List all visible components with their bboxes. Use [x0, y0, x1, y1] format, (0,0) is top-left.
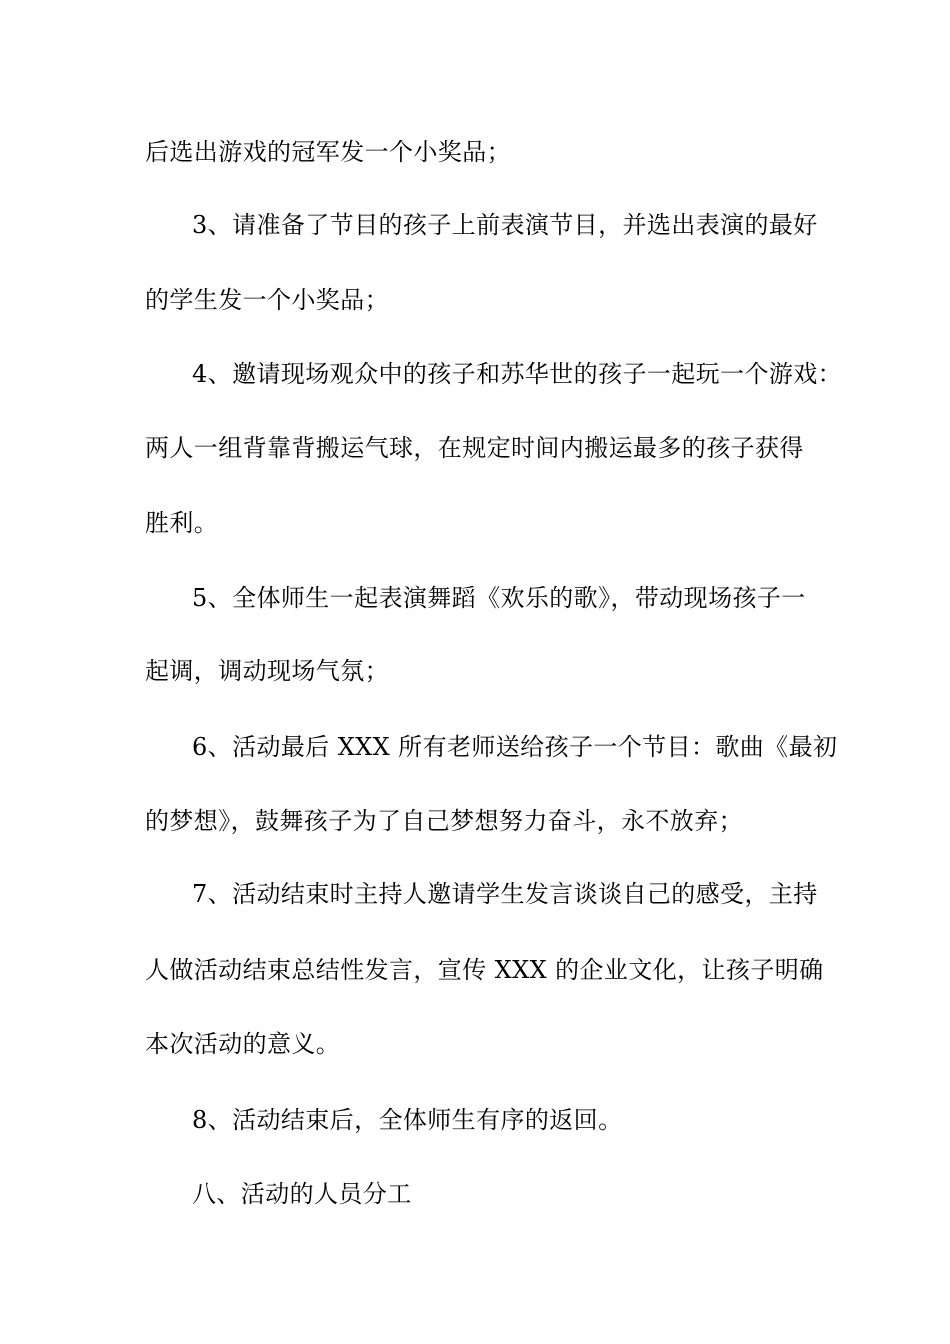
text-line: 起调，调动现场气氛；: [145, 657, 389, 685]
text-line: 胜利。: [145, 509, 219, 537]
text-line: 3、请准备了节目的孩子上前表演节目，并选出表演的最好: [192, 211, 818, 239]
text-line: 本次活动的意义。: [145, 1030, 341, 1058]
text-line: 两人一组背靠背搬运气球，在规定时间内搬运最多的孩子获得: [145, 434, 804, 462]
text-line: 5、全体师生一起表演舞蹈《欢乐的歌》，带动现场孩子一: [192, 584, 806, 612]
section-heading: 八、活动的人员分工: [192, 1180, 412, 1208]
text-line: 8、活动结束后，全体师生有序的返回。: [192, 1106, 623, 1134]
text-line: 6、活动最后 XXX 所有老师送给孩子一个节目：歌曲《最初: [192, 733, 838, 761]
text-line: 7、活动结束时主持人邀请学生发言谈谈自己的感受，主持: [192, 880, 818, 908]
text-line: 人做活动结束总结性发言，宣传 XXX 的企业文化，让孩子明确: [145, 956, 824, 984]
text-line: 的学生发一个小奖品；: [145, 286, 389, 314]
text-line: 4、邀请现场观众中的孩子和苏华世的孩子一起玩一个游戏：: [192, 360, 843, 388]
text-line: 后选出游戏的冠军发一个小奖品；: [145, 138, 511, 166]
text-line: 的梦想》，鼓舞孩子为了自己梦想努力奋斗，永不放弃；: [145, 807, 743, 835]
